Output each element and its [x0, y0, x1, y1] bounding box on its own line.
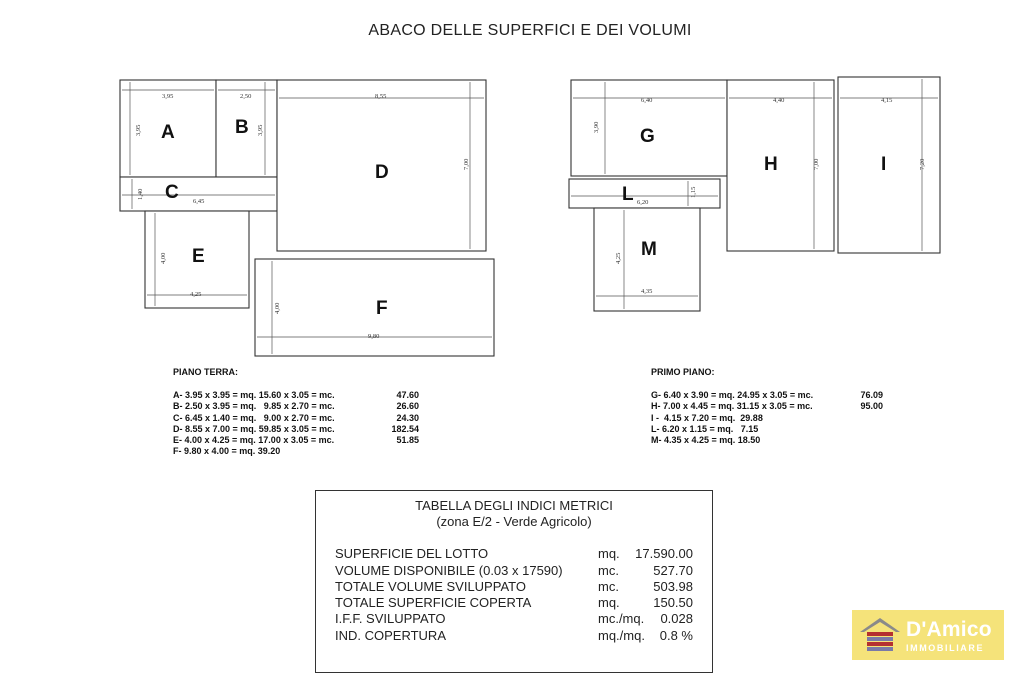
logo-subtitle: IMMOBILIARE	[906, 643, 985, 653]
list-item: G- 6.40 x 3.90 = mq. 24.95 x 3.05 = mc. 76.09	[651, 390, 883, 401]
damico-logo	[852, 610, 1004, 660]
room-label-f: F	[376, 298, 388, 319]
dim-g-height: 3,90	[593, 121, 600, 133]
list-item: A- 3.95 x 3.95 = mq. 15.60 x 3.05 = mc. 47.60	[173, 390, 419, 401]
table-row: I.F.F. SVILUPPATO mc./mq. 0.028	[335, 611, 693, 626]
primo-piano-list	[651, 367, 901, 446]
list-item: I - 4.15 x 7.20 = mq. 29.88	[651, 412, 763, 423]
list-item: B- 2.50 x 3.95 = mq. 9.85 x 2.70 = mc. 26.60	[173, 401, 419, 412]
dim-c-width: 6,45	[193, 198, 205, 205]
room-label-h: H	[764, 154, 778, 175]
table-row: TOTALE SUPERFICIE COPERTA mq. 150.50	[335, 595, 693, 610]
dim-m-height: 4,25	[615, 252, 622, 264]
table-row: SUPERFICIE DEL LOTTO mq. 17.590.00	[335, 546, 693, 561]
house-icon	[858, 614, 902, 656]
room-label-a: A	[161, 122, 175, 143]
list-item: E- 4.00 x 4.25 = mq. 17.00 x 3.05 = mc. 51.85	[173, 435, 419, 446]
dim-a-height: 3,95	[135, 124, 142, 136]
list-item: D- 8.55 x 7.00 = mq. 59.85 x 3.05 = mc. 182.54	[173, 423, 419, 434]
table-row: VOLUME DISPONIBILE (0.03 x 17590) mc. 527.70	[335, 563, 693, 578]
dim-f-height: 4,00	[274, 302, 281, 314]
room-label-e: E	[192, 246, 205, 267]
list-item: M- 4.35 x 4.25 = mq. 18.50	[651, 435, 761, 446]
dim-d-height: 7,00	[463, 158, 470, 170]
room-label-d: D	[375, 162, 389, 183]
dim-i-width: 4,15	[881, 97, 893, 104]
room-label-b: B	[235, 117, 249, 138]
room-label-m: M	[641, 239, 657, 260]
piano-terra-heading: PIANO TERRA:	[173, 367, 238, 377]
table-subtitle: (zona E/2 - Verde Agricolo)	[436, 514, 592, 529]
dim-b-width: 2,50	[240, 93, 252, 100]
dim-a-width: 3,95	[162, 93, 174, 100]
list-item: F- 9.80 x 4.00 = mq. 39.20	[173, 446, 281, 457]
table-title: TABELLA DEGLI INDICI METRICI	[415, 498, 613, 513]
room-label-l: L	[622, 184, 634, 205]
room-f	[255, 259, 494, 356]
dim-e-width: 4,25	[190, 291, 202, 298]
indici-table	[315, 490, 713, 673]
dim-l-height: 1,15	[690, 186, 697, 198]
dim-m-width: 4,35	[641, 288, 653, 295]
room-label-c: C	[165, 182, 179, 203]
table-row: TOTALE VOLUME SVILUPPATO mc. 503.98	[335, 579, 693, 594]
room-label-g: G	[640, 126, 655, 147]
logo-name: D'Amico	[906, 618, 992, 641]
list-item: C- 6.45 x 1.40 = mq. 9.00 x 2.70 = mc. 24.30	[173, 412, 419, 423]
list-item: L- 6.20 x 1.15 = mq. 7.15	[651, 423, 759, 434]
dim-c-height: 1,40	[137, 188, 144, 200]
dim-d-width: 8,55	[375, 93, 387, 100]
list-item: H- 7.00 x 4.45 = mq. 31.15 x 3.05 = mc. 95.00	[651, 401, 883, 412]
dim-g-width: 6,40	[641, 97, 653, 104]
primo-piano-heading: PRIMO PIANO:	[651, 367, 715, 377]
table-row: IND. COPERTURA mq./mq. 0.8 %	[335, 628, 693, 643]
dim-h-width: 4,40	[773, 97, 785, 104]
dim-h-height: 7,00	[813, 158, 820, 170]
dim-b-height: 3,95	[257, 124, 264, 136]
page-title: ABACO DELLE SUPERFICI E DEI VOLUMI	[368, 22, 692, 39]
piano-terra-list	[173, 367, 433, 457]
dim-l-width: 6,20	[637, 199, 649, 206]
room-label-i: I	[881, 154, 887, 175]
dim-e-height: 4,00	[160, 252, 167, 264]
dim-f-width: 9,80	[368, 333, 380, 340]
dim-i-height: 7,20	[919, 158, 926, 170]
